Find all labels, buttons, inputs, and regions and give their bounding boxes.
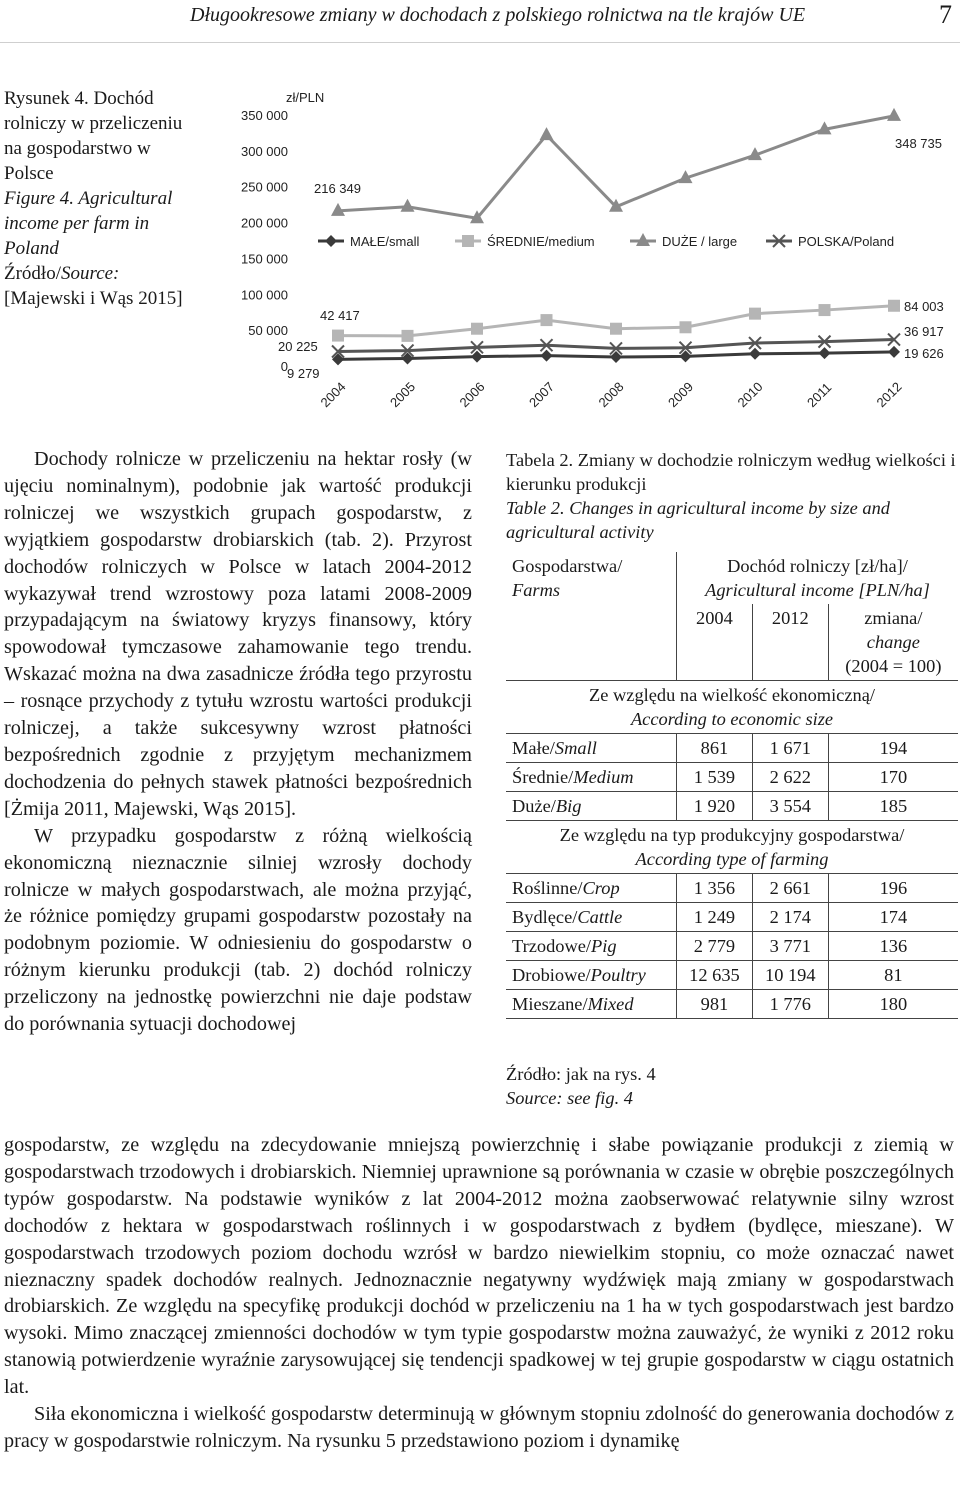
x-tick-label: 2008 — [595, 379, 627, 411]
section-economic-size — [506, 681, 958, 734]
data-point-triangle — [887, 108, 901, 121]
row-label: Roślinne/Crop — [506, 874, 677, 903]
table-row — [506, 874, 958, 903]
data-label: 216 349 — [314, 181, 361, 196]
cell-2012: 2 661 — [752, 874, 828, 903]
section-farming-type-en: According type of farming — [635, 849, 829, 869]
row-label: Średnie/Medium — [506, 763, 677, 792]
data-point-square — [749, 308, 761, 320]
legend-label: DUŻE / large — [662, 234, 738, 249]
cell-change: 180 — [828, 990, 958, 1019]
header-2004: 2004 — [677, 604, 753, 681]
data-point-square — [819, 304, 831, 316]
header-change-base: (2004 = 100) — [845, 656, 942, 676]
table-section-row — [506, 821, 958, 874]
row-label: Mieszane/Mixed — [506, 990, 677, 1019]
x-tick-label: 2007 — [526, 379, 558, 411]
y-tick-label: 200 000 — [241, 215, 288, 231]
data-point-triangle — [540, 127, 554, 140]
cell-2004: 861 — [677, 734, 753, 763]
table-row — [506, 763, 958, 792]
line-chart-svg — [0, 80, 960, 430]
body-paragraph: W przypadku gospodarstw z różną wielkością ekonomiczną nieznacznie silniej wzrosły dochody rolnicze w małych gospodarstwach, ale można przyjąć, że różnice pomiędzy grupami gospodarstw pozostały na podobnym poziomie. W odniesieniu do gospodarstw o różnym kierunku produkcji (tab. 2) dochód rolniczy przeliczony na jednostkę powierzchni nie daje podstaw do porównania sytuacji dochodowej — [4, 824, 472, 1036]
cell-change: 194 — [828, 734, 958, 763]
table-source-en: Source: see fig. 4 — [506, 1088, 633, 1108]
section-economic-size-pl: Ze względu na wielkość ekonomiczną/ — [589, 685, 875, 705]
table-source — [506, 1062, 656, 1110]
row-label: Trzodowe/Pig — [506, 932, 677, 961]
data-point-square — [541, 314, 553, 326]
figure-source-pl: Źródło/ — [4, 263, 61, 284]
running-title: Długookresowe zmiany w dochodach z polskiego rolnictwa na tle krajów UE — [190, 4, 806, 26]
table-caption — [506, 448, 958, 544]
data-point-diamond — [749, 348, 761, 360]
cell-2012: 3 771 — [752, 932, 828, 961]
header-2012: 2012 — [752, 604, 828, 681]
y-tick-label: 300 000 — [241, 143, 288, 159]
x-tick-label: 2005 — [387, 379, 419, 411]
x-tick-label: 2011 — [804, 379, 835, 411]
header-income — [677, 552, 959, 604]
header-farms — [506, 552, 677, 681]
cell-2012: 2 174 — [752, 903, 828, 932]
cell-2012: 1 776 — [752, 990, 828, 1019]
data-label: 9 279 — [287, 366, 320, 381]
row-label: Bydlęce/Cattle — [506, 903, 677, 932]
cell-2004: 981 — [677, 990, 753, 1019]
y-tick-label: 50 000 — [248, 323, 288, 339]
table-row — [506, 903, 958, 932]
section-economic-size-en: According to economic size — [630, 709, 834, 729]
y-tick-label: 100 000 — [241, 287, 288, 303]
table-row — [506, 990, 958, 1019]
y-tick-label: 250 000 — [241, 179, 288, 195]
legend-label: MAŁE/small — [350, 234, 420, 249]
table-row — [506, 734, 958, 763]
data-point-square — [332, 330, 344, 342]
data-label: 20 225 — [278, 339, 318, 354]
figure-caption-pl: Rysunek 4. Dochód rolniczy w przeliczeniu na gospodarstwo w Polsce — [4, 88, 183, 184]
row-label: Drobiowe/Poultry — [506, 961, 677, 990]
data-point-square — [610, 323, 622, 335]
figure-source-ref: [Majewski i Wąs 2015] — [4, 288, 183, 309]
cell-change: 136 — [828, 932, 958, 961]
cell-change: 196 — [828, 874, 958, 903]
cell-change: 170 — [828, 763, 958, 792]
table-row — [506, 961, 958, 990]
header-income-en: Agricultural income [PLN/ha] — [705, 580, 930, 600]
table-header-row — [506, 552, 958, 604]
table-caption-en: Table 2. Changes in agricultural income by size and agricultural activity — [506, 498, 890, 542]
cell-change: 185 — [828, 792, 958, 821]
cell-2012: 3 554 — [752, 792, 828, 821]
cell-change: 81 — [828, 961, 958, 990]
header-change-pl: zmiana/ — [864, 608, 923, 628]
figure-source-en: Source: — [61, 263, 120, 284]
cell-change: 174 — [828, 903, 958, 932]
x-tick-label: 2009 — [665, 379, 697, 411]
running-header — [0, 0, 960, 43]
table-caption-pl: Tabela 2. Zmiany w dochodzie rolniczym według wielkości i kierunku produkcji — [506, 450, 956, 494]
data-point-square — [471, 323, 483, 335]
legend-label: ŚREDNIE/medium — [487, 234, 595, 249]
table-source-pl: Źródło: jak na rys. 4 — [506, 1064, 656, 1084]
cell-2004: 1 539 — [677, 763, 753, 792]
row-label: Duże/Big — [506, 792, 677, 821]
table-row — [506, 792, 958, 821]
legend-marker — [325, 235, 337, 247]
header-change-en: change — [866, 632, 920, 652]
y-tick-label: 0 — [280, 359, 288, 374]
legend-marker — [462, 235, 474, 247]
data-point-triangle — [401, 199, 415, 212]
body-paragraph: Siła ekonomiczna i wielkość gospodarstw determinują w głównym stopniu zdolność do generowania dochodów z pracy w gospodarstwie rolniczym. Na rysunku 5 przedstawiono poziom i dynamikę — [4, 1403, 954, 1452]
data-point-square — [680, 321, 692, 333]
x-tick-label: 2012 — [873, 379, 905, 411]
cell-2012: 1 671 — [752, 734, 828, 763]
x-tick-label: 2010 — [734, 379, 766, 411]
cell-2004: 1 356 — [677, 874, 753, 903]
header-farms-pl: Gospodarstwa/ — [512, 556, 623, 576]
y-axis-label: zł/PLN — [286, 90, 325, 105]
data-label: 348 735 — [895, 136, 942, 151]
cell-2004: 1 249 — [677, 903, 753, 932]
section-farming-type — [506, 821, 958, 874]
data-point-square — [402, 330, 414, 342]
data-label: 36 917 — [904, 324, 944, 339]
body-paragraph: gospodarstw, ze względu na zdecydowanie mniejszą powierzchnię i słabe powiązanie produkcji z ziemią w gospodarstwach trzodowych i drobiarskich. Niemniej uprawnione są porównania w czasie w obrębie poszczególnych typów gospodarstw. Na podstawie wyników z lat 2004-2012 można zaobserwować relatywnie silny wzrost dochodów z hektara w gospodarstwach roślinnych i w gospodarstwach z bydłem (bydlęce, mieszane). W gospodarstwach trzodowych poziom dochodu wzrósł w bardzo niewielkim stopniu, co może oznaczać nawet nieznaczny spadek dochodów realnych. Jednoznacznie negatywny wydźwięk mają zmiany w gospodarstwach drobiarskich. Ze względu na specyfikę produkcji dochód w przeliczeniu na 1 ha w tych gospodarstwach jest bardzo wysoki. Mimo znaczącej zmienności dochodów w tym typie gospodarstw można zauważyć, że wyniki z 2012 roku stanowią potwierdzenie wyraźnie zarysowującej się tendencji spadkowej w tej grupie gospodarstw w ciągu ostatnich lat. — [4, 1134, 954, 1399]
cell-2004: 12 635 — [677, 961, 753, 990]
row-label: Małe/Small — [506, 734, 677, 763]
full-width-text — [4, 1132, 954, 1455]
data-point-square — [888, 300, 900, 312]
data-label: 19 626 — [904, 346, 944, 361]
header-farms-en: Farms — [512, 580, 561, 600]
table-body-size — [506, 734, 958, 821]
income-chart — [0, 80, 960, 430]
income-table — [506, 552, 958, 1019]
data-label: 84 003 — [904, 299, 944, 314]
x-tick-label: 2004 — [317, 379, 349, 411]
table-section-row — [506, 681, 958, 734]
data-point-diamond — [541, 350, 553, 362]
data-label: 42 417 — [320, 308, 360, 323]
table-row — [506, 932, 958, 961]
figure-caption-en: Figure 4. Agricultural income per farm in Poland — [4, 188, 173, 259]
body-paragraph: Dochody rolnicze w przeliczeniu na hektar rosły (w ujęciu nominalnym), podobnie jak wartość produkcji rolniczej we wszystkich grupach gospodarstw, z wyjątkiem gospodarstw drobiarskich (tab. 2). Przyrost dochodów rolniczych w Polsce w latach 2004-2012 wykazywał trend wzrostowy poza latami 2008-2009 przypadającym na światowy kryzys finansowy, który spowodował tymczasowe zahamowanie tego trendu. Wskazać można na dwa zasadnicze źródła tego przyrostu – rosnące przychody z tytułu wzrostu wartości produkcji rolniczej, a także sukcesywny wzrost płatności bezpośrednich zgodnie z przyjętym mechanizmem dochodzenia do pełnych stawek płatności bezpośrednich [Żmija 2011, Majewski, Wąs 2015]. — [4, 448, 472, 820]
header-change — [828, 604, 958, 681]
cell-2004: 1 920 — [677, 792, 753, 821]
x-tick-label: 2006 — [456, 379, 488, 411]
data-point-diamond — [888, 346, 900, 358]
cell-2012: 10 194 — [752, 961, 828, 990]
table-body-type — [506, 874, 958, 1019]
section-farming-type-pl: Ze względu na typ produkcyjny gospodarstwa/ — [559, 825, 905, 845]
header-income-pl: Dochód rolniczy [zł/ha]/ — [727, 556, 908, 576]
cell-2004: 2 779 — [677, 932, 753, 961]
cell-2012: 2 622 — [752, 763, 828, 792]
data-point-diamond — [819, 347, 831, 359]
y-tick-label: 350 000 — [241, 108, 288, 123]
y-tick-label: 150 000 — [241, 251, 288, 267]
page-number: 7 — [939, 0, 952, 29]
left-column-text — [4, 446, 472, 1038]
legend-label: POLSKA/Poland — [798, 234, 895, 249]
